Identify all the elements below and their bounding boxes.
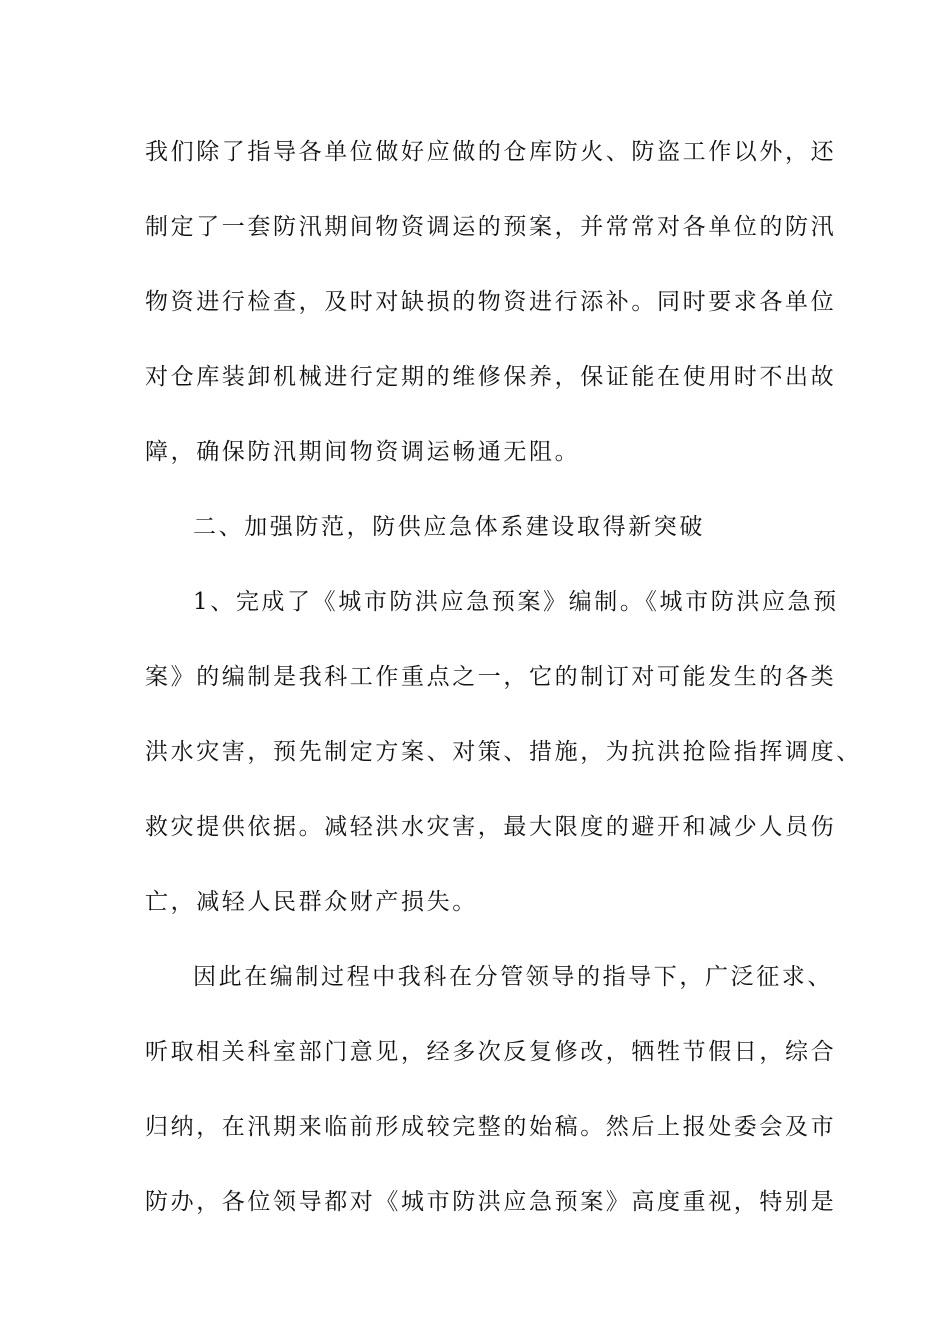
paragraph-line: 障，确保防汛期间物资调运畅通无阻。: [145, 439, 581, 465]
paragraph-line: 对仓库装卸机械进行定期的维修保养，保证能在使用时不出故: [145, 364, 837, 390]
paragraph-line: 洪水灾害，预先制定方案、对策、措施，为抗洪抢险指挥调度、: [145, 739, 862, 765]
paragraph-line: 归纳，在汛期来临前形成较完整的始稿。然后上报处委会及市: [145, 1114, 837, 1140]
paragraph-line: 1、完成了《城市防洪应急预案》编制。《城市防洪应急预: [193, 589, 839, 615]
paragraph-line: 因此在编制过程中我科在分管领导的指导下，广泛征求、: [193, 964, 833, 990]
paragraph-line: 亡，减轻人民群众财产损失。: [145, 889, 478, 915]
paragraph-line: 制定了一套防汛期间物资调运的预案，并常常对各单位的防汛: [145, 214, 837, 240]
paragraph-line: 物资进行检查，及时对缺损的物资进行添补。同时要求各单位: [145, 289, 837, 315]
paragraph-line: 案》的编制是我科工作重点之一，它的制订对可能发生的各类: [145, 664, 837, 690]
paragraph-line: 听取相关科室部门意见，经多次反复修改，牺牲节假日，综合: [145, 1039, 837, 1065]
paragraph-line: 我们除了指导各单位做好应做的仓库防火、防盗工作以外，还: [145, 139, 837, 165]
section-heading: 二、加强防范，防供应急体系建设取得新突破: [193, 514, 705, 540]
paragraph-line: 防办，各位领导都对《城市防洪应急预案》高度重视，特别是: [145, 1189, 837, 1215]
paragraph-line: 救灾提供依据。减轻洪水灾害，最大限度的避开和减少人员伤: [145, 814, 837, 840]
